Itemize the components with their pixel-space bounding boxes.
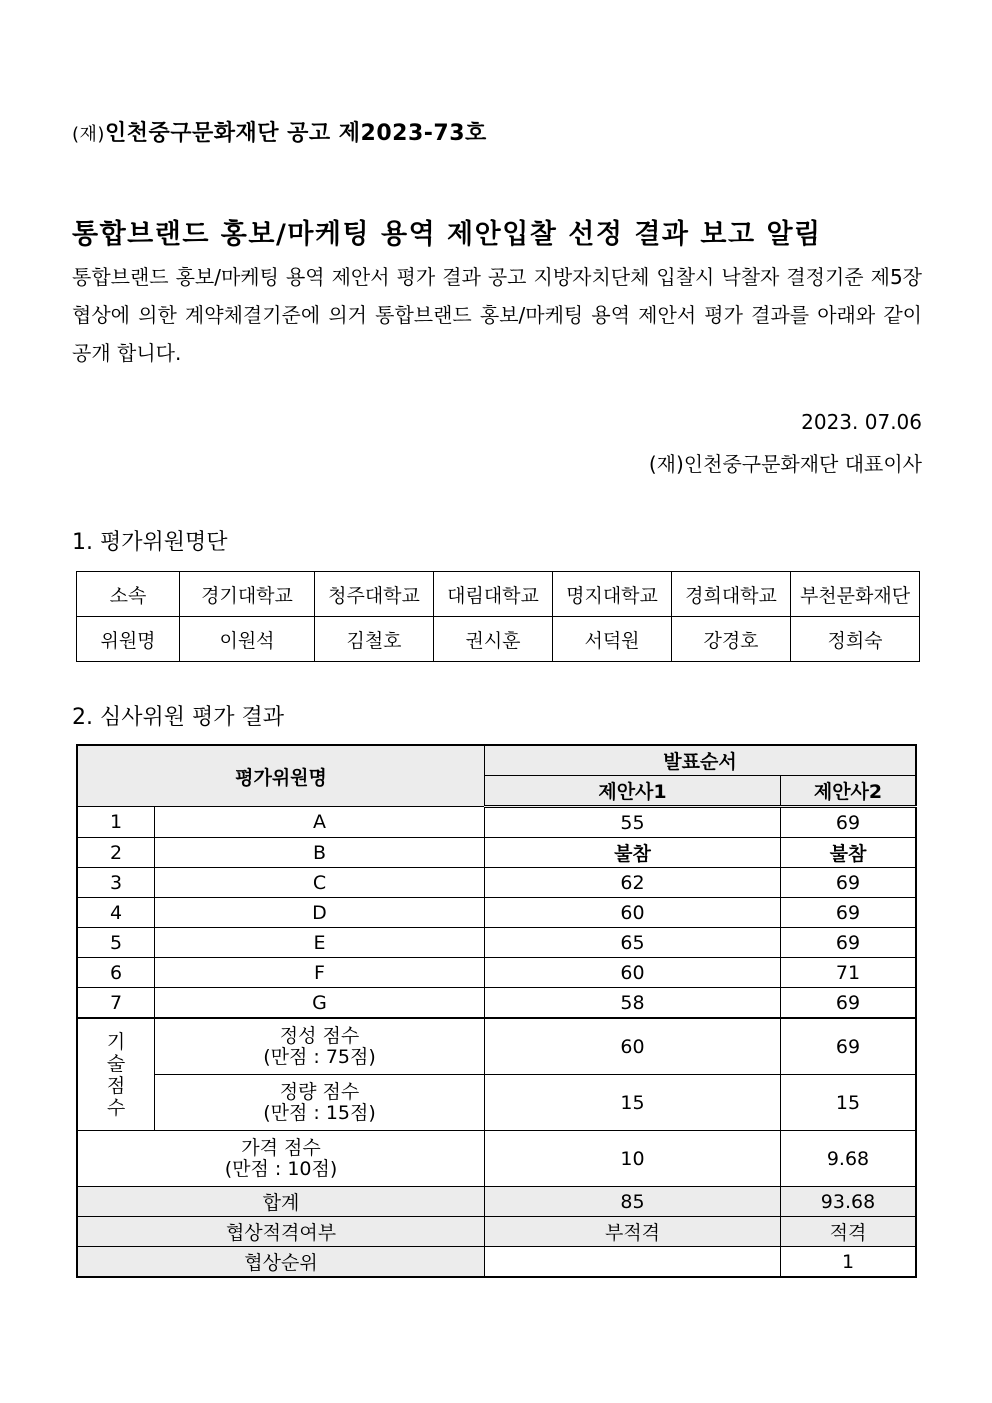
evaluator-name: G bbox=[155, 988, 485, 1019]
evaluation-results-table bbox=[76, 744, 917, 1278]
notice-prefix: (재) bbox=[72, 124, 105, 145]
score-proposer-2: 71 bbox=[781, 958, 917, 988]
eligibility-label: 협상적격여부 bbox=[77, 1217, 485, 1247]
row-number: 1 bbox=[77, 807, 155, 838]
table-cell: 경희대학교 bbox=[672, 572, 791, 617]
notice-number bbox=[72, 116, 487, 147]
total-label: 합계 bbox=[77, 1187, 485, 1217]
score-proposer-1: 55 bbox=[485, 807, 781, 838]
eligibility-row bbox=[77, 1217, 916, 1247]
rank-proposer-2: 1 bbox=[781, 1247, 917, 1278]
score-proposer-2: 15 bbox=[781, 1075, 917, 1131]
label-char: 점 bbox=[106, 1074, 126, 1097]
table-row bbox=[77, 958, 916, 988]
row-number: 5 bbox=[77, 928, 155, 958]
page-title: 통합브랜드 홍보/마케팅 용역 제안입찰 선정 결과 보고 알림 bbox=[72, 219, 822, 250]
evaluator-name: A bbox=[155, 807, 485, 838]
body-paragraph: 통합브랜드 홍보/마케팅 용역 제안서 평가 결과 공고 지방자치단체 입찰시 낙찰자 결정기준 제5장 협상에 의한 계약체결기준에 의거 통합브랜드 홍보/마케팅 용역 제안서 평가 결과를 아래와 같이 공개 합니다. bbox=[72, 265, 922, 365]
score-proposer-2: 69 bbox=[781, 807, 917, 838]
score-proposer-1: 15 bbox=[485, 1075, 781, 1131]
score-proposer-2: 9.68 bbox=[781, 1131, 917, 1187]
row-number: 3 bbox=[77, 868, 155, 898]
label-text: 정량 점수 bbox=[279, 1080, 360, 1103]
rank-proposer-1 bbox=[485, 1247, 781, 1278]
score-proposer-2: 69 bbox=[781, 898, 917, 928]
eligibility-proposer-1: 부적격 bbox=[485, 1217, 781, 1247]
table-cell: 정희숙 bbox=[791, 617, 920, 662]
evaluator-name: E bbox=[155, 928, 485, 958]
evaluator-name: F bbox=[155, 958, 485, 988]
table-row bbox=[77, 838, 916, 868]
announcement-date: 2023. 07.06 bbox=[801, 410, 922, 434]
score-proposer-1: 62 bbox=[485, 868, 781, 898]
label-max: (만점 : 15점) bbox=[263, 1101, 376, 1124]
score-proposer-1: 60 bbox=[485, 898, 781, 928]
qualitative-score-row bbox=[77, 1018, 916, 1075]
row-number: 6 bbox=[77, 958, 155, 988]
label-text: 가격 점수 bbox=[241, 1136, 321, 1159]
score-proposer-2: 69 bbox=[781, 868, 917, 898]
table-cell: 서덕원 bbox=[553, 617, 672, 662]
price-score-row bbox=[77, 1131, 916, 1187]
score-proposer-2: 69 bbox=[781, 928, 917, 958]
label-char: 수 bbox=[106, 1096, 126, 1119]
header-order: 발표순서 bbox=[485, 745, 917, 776]
table-cell: 이원석 bbox=[180, 617, 315, 662]
table-cell: 대림대학교 bbox=[434, 572, 553, 617]
table-row bbox=[77, 988, 916, 1019]
label-char: 기 bbox=[106, 1030, 126, 1053]
score-proposer-1: 60 bbox=[485, 958, 781, 988]
row-number: 4 bbox=[77, 898, 155, 928]
table-cell: 위원명 bbox=[77, 617, 180, 662]
score-proposer-2: 69 bbox=[781, 1018, 917, 1075]
score-proposer-1: 65 bbox=[485, 928, 781, 958]
score-proposer-2: 불참 bbox=[781, 838, 917, 868]
evaluator-name: B bbox=[155, 838, 485, 868]
member-row bbox=[77, 617, 920, 662]
table-row bbox=[77, 898, 916, 928]
row-number: 2 bbox=[77, 838, 155, 868]
qualitative-score-label bbox=[155, 1018, 485, 1075]
technical-score-label bbox=[77, 1018, 155, 1131]
table-cell: 부천문화재단 bbox=[791, 572, 920, 617]
score-proposer-1: 10 bbox=[485, 1131, 781, 1187]
table-cell: 강경호 bbox=[672, 617, 791, 662]
label-max: (만점 : 75점) bbox=[263, 1045, 376, 1068]
table-cell: 명지대학교 bbox=[553, 572, 672, 617]
affiliation-row bbox=[77, 572, 920, 617]
section-1-heading: 1. 평가위원명단 bbox=[72, 530, 228, 555]
rank-label: 협상순위 bbox=[77, 1247, 485, 1278]
notice-text: 인천중구문화재단 공고 제2023-73호 bbox=[104, 121, 487, 146]
label-max: (만점 : 10점) bbox=[224, 1157, 338, 1180]
score-proposer-2: 69 bbox=[781, 988, 917, 1019]
issuer-name: (재)인천중구문화재단 대표이사 bbox=[648, 452, 922, 476]
quantitative-score-label bbox=[155, 1075, 485, 1131]
score-proposer-1: 60 bbox=[485, 1018, 781, 1075]
row-number: 7 bbox=[77, 988, 155, 1019]
label-char: 술 bbox=[106, 1052, 126, 1075]
eligibility-proposer-2: 적격 bbox=[781, 1217, 917, 1247]
label-text: 정성 점수 bbox=[279, 1024, 360, 1047]
total-proposer-2: 93.68 bbox=[781, 1187, 917, 1217]
evaluator-roster-table bbox=[76, 571, 920, 662]
section-2-heading: 2. 심사위원 평가 결과 bbox=[72, 705, 284, 730]
table-row bbox=[77, 807, 916, 838]
header-proposer-1: 제안사1 bbox=[485, 776, 781, 807]
table-cell: 소속 bbox=[77, 572, 180, 617]
quantitative-score-row bbox=[77, 1075, 916, 1131]
header-row bbox=[77, 745, 916, 776]
rank-row bbox=[77, 1247, 916, 1278]
score-proposer-1: 불참 bbox=[485, 838, 781, 868]
score-proposer-1: 58 bbox=[485, 988, 781, 1019]
total-proposer-1: 85 bbox=[485, 1187, 781, 1217]
header-evaluator: 평가위원명 bbox=[77, 745, 485, 807]
total-row bbox=[77, 1187, 916, 1217]
price-score-label bbox=[77, 1131, 485, 1187]
table-cell: 청주대학교 bbox=[315, 572, 434, 617]
table-cell: 김철호 bbox=[315, 617, 434, 662]
evaluator-name: D bbox=[155, 898, 485, 928]
table-cell: 권시훈 bbox=[434, 617, 553, 662]
table-cell: 경기대학교 bbox=[180, 572, 315, 617]
table-row bbox=[77, 868, 916, 898]
table-row bbox=[77, 928, 916, 958]
header-proposer-2: 제안사2 bbox=[781, 776, 917, 807]
evaluator-name: C bbox=[155, 868, 485, 898]
